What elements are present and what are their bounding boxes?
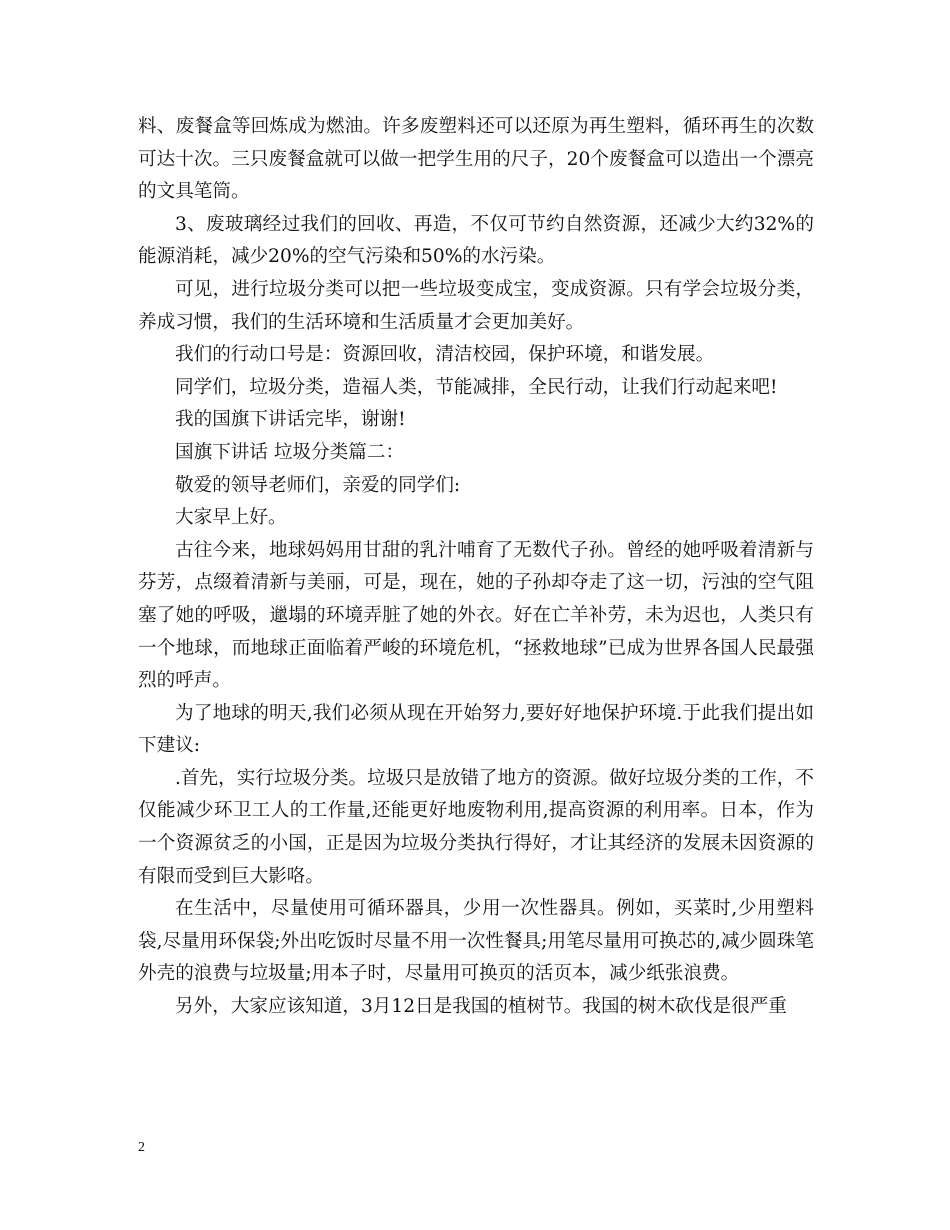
paragraph: 为了地球的明天,我们必须从现在开始努力,要好好地保护环境.于此我们提出如下建议: [138,702,814,757]
page-number: 2 [138,1140,145,1155]
paragraph: 3、废玻璃经过我们的回收、再造，不仅可节约自然资源，还减少大约32%的能源消耗，减少20%的空气污染和50%的水污染。 [138,213,814,268]
document-body [138,111,814,1024]
paragraph: 可见，进行垃圾分类可以把一些垃圾变成宝，变成资源。只有学会垃圾分类，养成习惯，我们的生活环境和生活质量才会更加美好。 [138,278,814,333]
paragraph: 我的国旗下讲话完毕，谢谢! [175,409,406,431]
section-heading: 国旗下讲话 垃圾分类篇二： [175,441,405,463]
paragraph: 另外，大家应该知道，3月12日是我国的植树节。我国的树木砍伐是很严重 [175,996,787,1018]
paragraph: 料、废餐盒等回炼成为燃油。许多废塑料还可以还原为再生塑料，循环再生的次数可达十次。三只废餐盒就可以做一把学生用的尺子，20个废餐盒可以造出一个漂亮的文具笔筒。 [138,116,814,203]
paragraph: .首先，实行垃圾分类。垃圾只是放错了地方的资源。做好垃圾分类的工作，不仅能减少环卫工人的工作量,还能更好地废物利用,提高资源的利用率。日本，作为一个资源贫乏的小国，正是因为垃圾分类执行得好，才让其经济的发展未因资源的有限而受到巨大影咯。 [138,767,814,887]
salutation: 敬爱的领导老师们，亲爱的同学们: [175,474,461,496]
greeting: 大家早上好。 [175,507,287,529]
paragraph: 在生活中，尽量使用可循环器具，少用一次性器具。例如，买菜时,少用塑料袋,尽量用环保袋;外出吃饭时尽量不用一次性餐具;用笔尽量用可换芯的,减少圆珠笔外壳的浪费与垃圾量;用本子时，尽量用可换页的活页本，减少纸张浪费。 [138,898,814,985]
paragraph: 我们的行动口号是：资源回收，清洁校园，保护环境，和谐发展。 [175,344,715,366]
paragraph: 古往今来，地球妈妈用甘甜的乳汁哺育了无数代子孙。曾经的她呼吸着清新与芬芳，点缀着清新与美丽，可是，现在，她的子孙却夺走了这一切，污浊的空气阻塞了她的呼吸，邋塌的环境弄脏了她的外衣。好在亡羊补劳，未为迟也，人类只有一个地球，而地球正面临着严峻的环境危机，“拯救地球”已成为世界各国人民最强烈的呼声。 [138,539,814,692]
paragraph: 同学们，垃圾分类，造福人类，节能减排，全民行动，让我们行动起来吧! [175,376,778,398]
